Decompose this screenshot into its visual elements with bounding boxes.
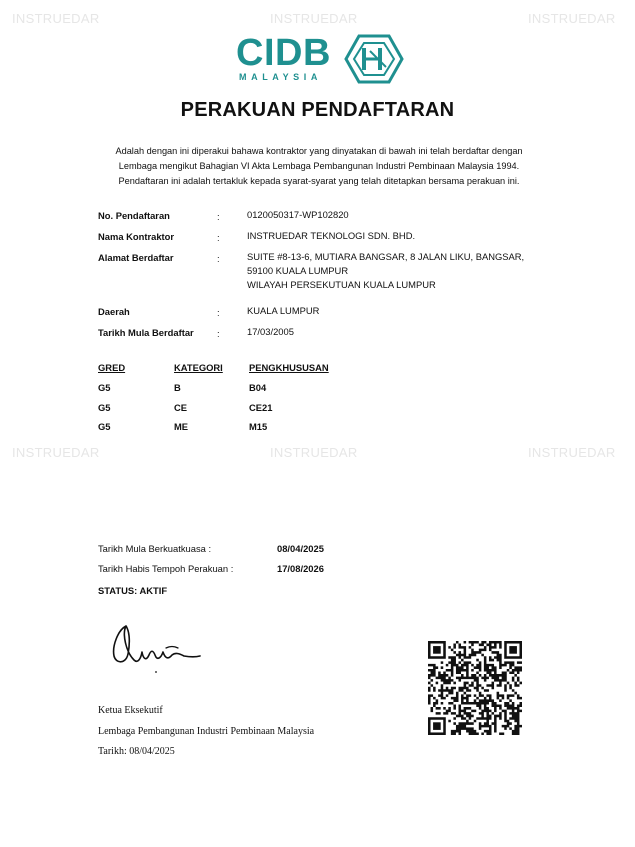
intro-line: Lembaga mengikut Bahagian VI Akta Lembaga Pembangunan Industri Pembinaan Malaysia 1994. <box>118 161 520 171</box>
nama-kontraktor-label: Nama Kontraktor <box>98 231 175 242</box>
grade-header-pengkhususan: PENGKHUSUSAN <box>249 362 329 373</box>
watermark-text: INSTRUEDAR <box>270 445 358 460</box>
daerah-label: Daerah <box>98 306 130 317</box>
intro-line: Pendaftaran ini adalah tertakluk kepada syarat-syarat yang telah ditetapkan bersama perakuan ini. <box>118 176 520 186</box>
certificate-title: PERAKUAN PENDAFTARAN <box>180 99 455 121</box>
daerah-value: KUALA LUMPUR <box>247 305 320 316</box>
alamat-label: Alamat Berdaftar <box>98 252 174 263</box>
tarikh-mula-berdaftar-label: Tarikh Mula Berdaftar <box>98 327 194 338</box>
field-colon: : <box>217 307 220 318</box>
grade-cell: ME <box>174 421 189 432</box>
signature-image <box>108 622 208 676</box>
watermark-text: INSTRUEDAR <box>12 445 100 460</box>
intro-paragraph <box>98 144 540 189</box>
tarikh-mula-berdaftar-value: 17/03/2005 <box>247 326 294 337</box>
tarikh-habis-tempoh-label: Tarikh Habis Tempoh Perakuan : <box>98 563 234 574</box>
watermark-text: INSTRUEDAR <box>528 445 616 460</box>
signatory-organization: Lembaga Pembangunan Industri Pembinaan Malaysia <box>98 726 315 737</box>
field-colon: : <box>217 328 220 339</box>
cidb-logo <box>236 34 404 88</box>
alamat-line: WILAYAH PERSEKUTUAN KUALA LUMPUR <box>247 279 436 290</box>
field-colon: : <box>217 232 220 243</box>
cidb-hexagon-logo-icon <box>344 34 404 84</box>
status-text: STATUS: AKTIF <box>98 585 168 596</box>
tarikh-mula-berkuatkuasa-label: Tarikh Mula Berkuatkuasa : <box>98 543 212 554</box>
grade-cell: B04 <box>249 382 267 393</box>
grade-cell: B <box>174 382 181 393</box>
qr-code-image <box>428 641 522 735</box>
field-colon: : <box>217 211 220 222</box>
grade-cell: G5 <box>98 402 111 413</box>
intro-line: Adalah dengan ini diperakui bahawa kontraktor yang dinyatakan di bawah ini telah berdaftar dengan <box>115 146 523 156</box>
grade-header-kategori: KATEGORI <box>174 362 223 373</box>
tarikh-habis-tempoh-value: 17/08/2026 <box>277 563 324 574</box>
grade-cell: G5 <box>98 421 111 432</box>
grade-cell: CE21 <box>249 402 273 413</box>
alamat-line: SUITE #8-13-6, MUTIARA BANGSAR, 8 JALAN LIKU, BANGSAR, <box>247 251 525 262</box>
grade-header-gred: GRED <box>98 362 126 373</box>
alamat-value <box>247 250 524 292</box>
signatory-title: Ketua Eksekutif <box>98 705 163 716</box>
alamat-line: 59100 KUALA LUMPUR <box>247 265 349 276</box>
field-colon: : <box>217 253 220 264</box>
logo-subtitle: MALAYSIA <box>239 72 322 82</box>
watermark-text: INSTRUEDAR <box>528 11 616 26</box>
watermark-text: INSTRUEDAR <box>270 11 358 26</box>
nama-kontraktor-value: INSTRUEDAR TEKNOLOGI SDN. BHD. <box>247 230 416 241</box>
no-pendaftaran-label: No. Pendaftaran <box>98 210 170 221</box>
grade-cell: M15 <box>249 421 268 432</box>
no-pendaftaran-value: 0120050317-WP102820 <box>247 209 349 220</box>
logo-wordmark: CIDB <box>236 32 331 74</box>
signatory-date: Tarikh: 08/04/2025 <box>98 746 175 757</box>
grade-cell: G5 <box>98 382 111 393</box>
tarikh-mula-berkuatkuasa-value: 08/04/2025 <box>277 543 324 554</box>
grade-cell: CE <box>174 402 188 413</box>
watermark-text: INSTRUEDAR <box>12 11 100 26</box>
